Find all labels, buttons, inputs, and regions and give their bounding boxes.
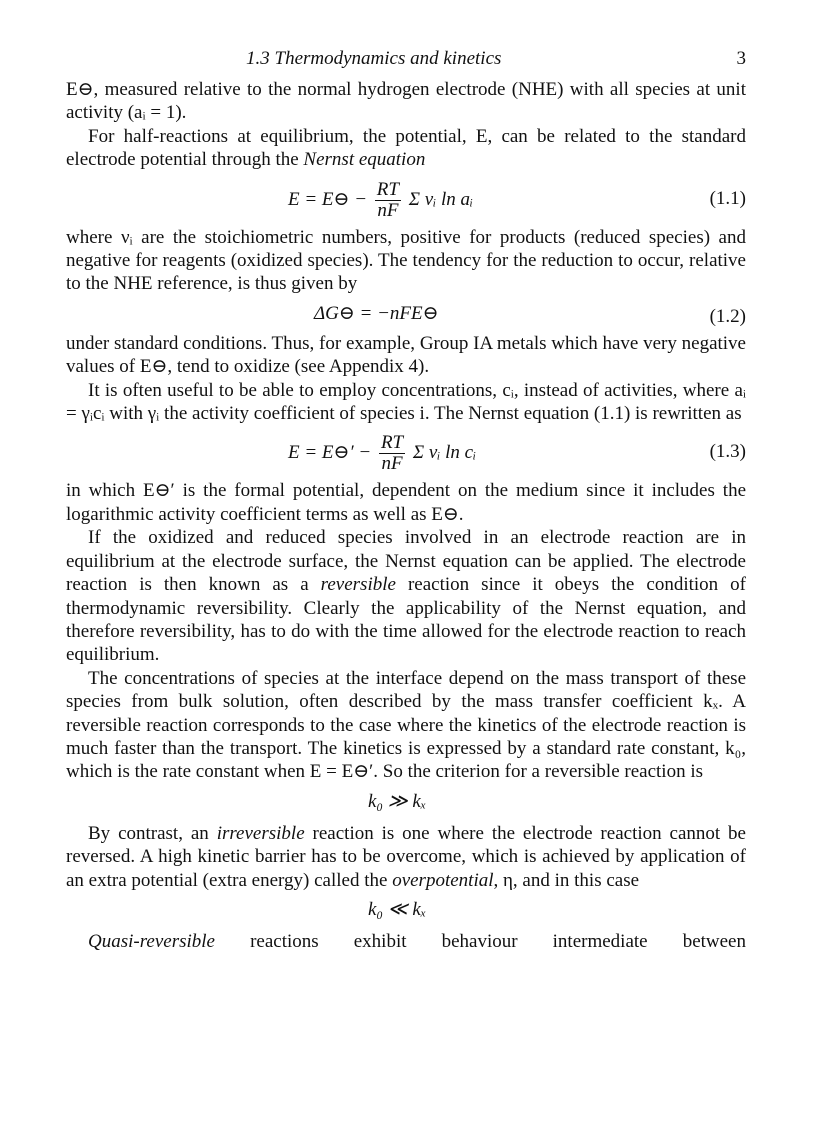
equation-body: k₀ ≫ kₓ	[368, 790, 427, 812]
fraction-denominator: nF	[381, 453, 403, 475]
paragraph-text: By contrast, an	[88, 822, 217, 844]
paragraph-formal-potential: in which E⊖′ is the formal potential, dependent on the medium since it includes the logarithmic activity coefficient terms as well as E⊖.	[66, 480, 746, 525]
equation-lhs: E = E⊖′ −	[288, 442, 372, 464]
paragraph-mass-transport: The concentrations of species at the interface depend on the mass transport of these species from bulk solution, often described by the mass transfer coefficient kₓ. A reversible reaction corresponds to the case where the kinetics of the electrode reaction is much faster than the transport. The kinetics is expressed by a standard rate constant, k₀, which is the rate constant when E = E⊖′. So the criterion for a reversible reaction is	[66, 667, 746, 783]
equation-fraction	[379, 433, 405, 474]
term-reversible: reversible	[320, 574, 396, 596]
equation-body	[288, 180, 473, 221]
running-title: 1.3 Thermodynamics and kinetics	[246, 48, 502, 69]
paragraph-irreversible	[66, 822, 746, 892]
term-quasi-reversible: Quasi-reversible	[88, 930, 215, 952]
equation-number: (1.2)	[709, 305, 746, 327]
equation-1-3	[66, 425, 746, 479]
paragraph-nernst-intro	[66, 125, 746, 172]
equation-rhs: Σ νᵢ ln cᵢ	[412, 442, 477, 464]
equation-rhs: Σ νᵢ ln aᵢ	[408, 188, 473, 210]
term-nernst-equation: Nernst equation	[303, 149, 426, 171]
paragraph-quasi-reversible	[66, 930, 746, 953]
paragraph-text: , η, and in this case	[493, 869, 640, 891]
equation-body: ΔG⊖ = −nFE⊖	[314, 302, 439, 324]
equation-number: (1.3)	[709, 441, 746, 463]
paragraph-text: reaction since it obeys the condition of thermodynamic reversibility. Clearly the applicability of the Nernst equation, and therefore reversibility, has to do with the time allowed for the electrode reaction to reach equilibrium.	[66, 574, 746, 666]
equation-body: k₀ ≪ kₓ	[368, 898, 427, 920]
equation-1-1	[66, 172, 746, 226]
equation-body	[288, 433, 476, 474]
term-overpotential: overpotential	[392, 869, 494, 891]
fraction-numerator: RT	[376, 178, 399, 200]
paragraph-reversible	[66, 526, 746, 666]
page-number: 3	[736, 48, 746, 69]
equation-number: (1.1)	[709, 187, 746, 209]
paragraph-continuation: E⊖, measured relative to the normal hydrogen electrode (NHE) with all species at unit activity (aᵢ = 1).	[66, 79, 746, 124]
equation-lhs: E = E⊖ −	[288, 188, 368, 210]
equation-1-2	[66, 296, 746, 332]
paragraph-text: If the oxidized and reduced species involved in an electrode reaction are in equilibrium at the electrode surface, the Nernst equation can be applied. The electrode reaction is then known as a	[66, 527, 746, 596]
fraction-denominator: nF	[377, 199, 399, 221]
equation-reversible-criterion	[66, 784, 746, 822]
paragraph-text: For half-reactions at equilibrium, the potential, E, can be related to the standard electrode potential through the	[66, 125, 746, 171]
fraction-numerator: RT	[380, 432, 404, 454]
equation-irreversible-criterion	[66, 892, 746, 930]
paragraph-text: reaction is one where the electrode reaction cannot be reversed. A high kinetic barrier has to be overcome, which is achieved by application of an extra potential (extra energy) called the	[66, 822, 746, 891]
page	[66, 48, 746, 953]
paragraph-concentrations: It is often useful to be able to employ concentrations, cᵢ, instead of activities, where aᵢ = γᵢcᵢ with γᵢ the activity coefficient of species i. The Nernst equation (1.1) is rewritten as	[66, 379, 746, 425]
paragraph-stoichiometric: where νᵢ are the stoichiometric numbers, positive for products (reduced species) and negative for reagents (oxidized species). The tendency for the reduction to occur, relative to the NHE reference, is thus given by	[66, 226, 746, 295]
running-head	[66, 48, 746, 78]
equation-fraction	[375, 180, 401, 221]
paragraph-text: reactions exhibit behaviour intermediate between	[215, 930, 746, 952]
paragraph-standard-conditions: under standard conditions. Thus, for example, Group IA metals which have very negative values of E⊖, tend to oxidize (see Appendix 4).	[66, 332, 746, 378]
term-irreversible: irreversible	[216, 822, 305, 844]
